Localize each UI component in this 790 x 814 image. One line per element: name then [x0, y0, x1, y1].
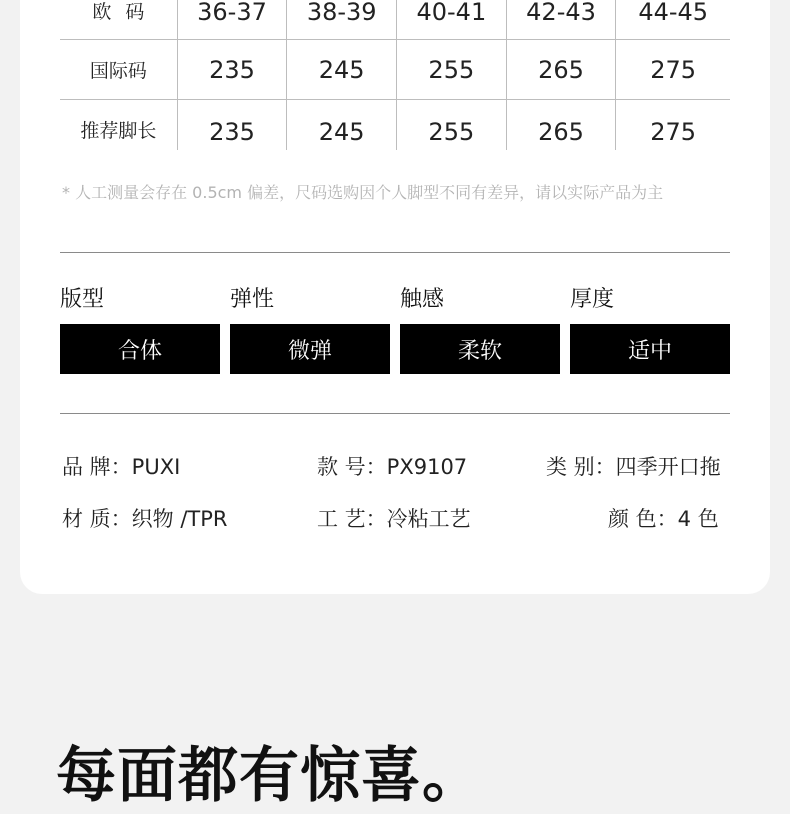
spec-brand: 品 牌：PUXI: [62, 455, 181, 479]
divider: [60, 413, 730, 414]
table-cell: 36-37: [178, 0, 288, 39]
table-cell: 44-45: [638, 0, 709, 26]
row-label-foot-length: 推荐脚长: [60, 100, 178, 150]
table-cell: 42-43: [507, 0, 617, 39]
table-row: [60, 40, 730, 100]
table-cell: 275: [650, 55, 697, 84]
attribute-value: 适中: [570, 324, 730, 374]
attribute-fit: [60, 284, 220, 374]
headline: 每面都有惊喜。: [56, 741, 483, 811]
attribute-value: 柔软: [400, 324, 560, 374]
table-cell: 275: [650, 118, 697, 146]
attribute-thickness: [570, 284, 730, 374]
attribute-label: 弹性: [230, 287, 275, 312]
size-table: [60, 0, 730, 150]
attribute-touch: [400, 284, 560, 374]
spec-category: 类 别：四季开口拖: [546, 455, 721, 479]
row-label-eu: 欧码: [60, 0, 178, 39]
attribute-label: 版型: [60, 287, 105, 312]
table-cell: 235: [178, 100, 288, 150]
product-info-card: [20, 0, 770, 594]
divider: [60, 252, 730, 253]
table-cell: 245: [287, 100, 397, 150]
spec-craft: 工 艺：冷粘工艺: [317, 507, 471, 531]
spec-colors: 颜 色：4 色: [608, 507, 719, 531]
table-row: [60, 100, 730, 150]
attribute-elasticity: [230, 284, 390, 374]
table-cell: 255: [397, 40, 507, 99]
table-cell: 265: [507, 40, 617, 99]
table-cell: 38-39: [287, 0, 397, 39]
attribute-value: 微弹: [230, 324, 390, 374]
row-label-intl: 国际码: [60, 40, 178, 99]
table-row: [60, 0, 730, 40]
spec-model: 款 号：PX9107: [317, 455, 468, 479]
table-cell: 235: [178, 40, 288, 99]
table-cell: 40-41: [397, 0, 507, 39]
attribute-label: 触感: [400, 287, 445, 312]
measurement-note: * 人工测量会存在 0.5cm 偏差，尺码选购因个人脚型不同有差异，请以实际产品为主: [62, 183, 664, 202]
table-cell: 245: [287, 40, 397, 99]
table-cell: 255: [397, 100, 507, 150]
attribute-label: 厚度: [570, 287, 615, 312]
attribute-value: 合体: [60, 324, 220, 374]
table-cell: 265: [507, 100, 617, 150]
spec-material: 材 质：织物 /TPR: [62, 507, 228, 531]
